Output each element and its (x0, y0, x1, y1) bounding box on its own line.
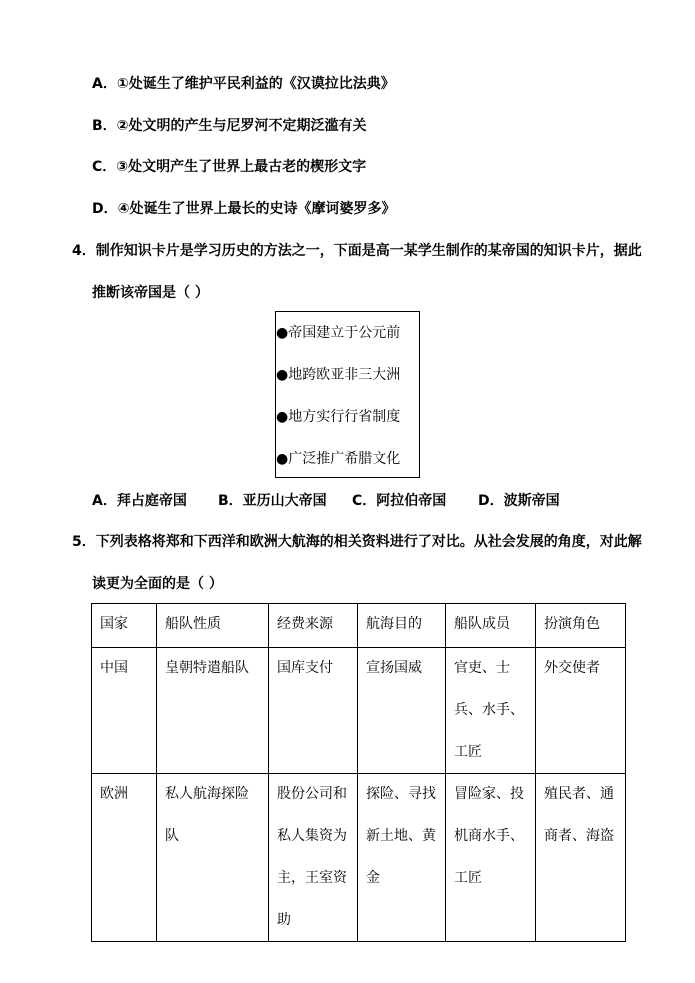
q3-option-d-text: ④处诞生了世界上最长的史诗《摩诃婆罗多》 (117, 201, 396, 217)
q4-option-a (92, 491, 218, 511)
q3-option-b (92, 116, 367, 136)
cell-text: 冒险家、投机商水手、工匠 (454, 786, 524, 886)
q5-number: 5． (72, 534, 96, 550)
q4-option-d (478, 491, 560, 511)
q4-options (92, 491, 560, 511)
cell-text: 探险、寻找新土地、黄金 (366, 786, 436, 886)
header-funding: 经费来源 (277, 616, 333, 632)
table-cell (92, 648, 157, 774)
cell-text: 国库支付 (277, 660, 333, 676)
cell-text: 殖民者、通商者、海盗 (544, 786, 614, 844)
q3-option-a-label: A． (92, 76, 117, 92)
q4-option-a-text: 拜占庭帝国 (116, 493, 187, 509)
table-header-cell (92, 604, 157, 648)
cell-text: 私人航海探险队 (165, 786, 249, 844)
header-purpose: 航海目的 (366, 616, 422, 632)
q4-stem-text1: 制作知识卡片是学习历史的方法之一，下面是高一某学生制作的某帝国的知识卡片，据此 (95, 243, 642, 259)
card-item: ●地方实行行省制度 (276, 409, 401, 425)
cell-text: 官吏、士兵、水手、工匠 (454, 660, 524, 760)
q3-option-c-text: ③处文明产生了世界上最古老的楔形文字 (116, 159, 367, 175)
table-cell (536, 648, 626, 774)
q4-option-a-label: A． (92, 493, 117, 509)
card-item: ●广泛推广希腊文化 (276, 451, 401, 467)
q3-option-d-label: D． (92, 201, 118, 217)
q4-stem-line1 (72, 241, 642, 261)
table-cell (358, 774, 446, 942)
card-item: ●帝国建立于公元前 (276, 325, 401, 341)
table-header-cell (536, 604, 626, 648)
table-header-cell (269, 604, 358, 648)
q3-option-c (92, 157, 366, 177)
header-role: 扮演角色 (544, 616, 600, 632)
cell-text: 外交使者 (544, 660, 600, 676)
q4-option-b-label: B． (218, 493, 243, 509)
q5-stem-line2: 读更为全面的是（ ） (92, 576, 223, 592)
q3-option-b-label: B． (92, 118, 117, 134)
cell-text: 中国 (100, 660, 128, 676)
knowledge-card (275, 311, 420, 478)
q4-option-d-text: 波斯帝国 (503, 493, 560, 509)
q4-option-b-text: 亚历山大帝国 (242, 493, 327, 509)
cell-text: 皇朝特遣船队 (165, 660, 249, 676)
q4-stem-line2: 推断该帝国是（ ） (92, 285, 209, 301)
table-cell (157, 648, 269, 774)
table-row (92, 774, 626, 942)
table-cell (269, 774, 358, 942)
table-row (92, 648, 626, 774)
table-cell (536, 774, 626, 942)
table-header-cell (446, 604, 536, 648)
q4-option-d-label: D． (478, 493, 504, 509)
q4-option-c-label: C． (352, 493, 377, 509)
q3-option-a-text: ①处诞生了维护平民利益的《汉谟拉比法典》 (116, 76, 395, 92)
header-country: 国家 (100, 616, 128, 632)
table-cell (92, 774, 157, 942)
q5-stem-line1 (72, 532, 642, 552)
q4-option-c (352, 491, 478, 511)
table-cell (269, 648, 358, 774)
table-header-cell (157, 604, 269, 648)
table-cell (446, 648, 536, 774)
table-header-row (92, 604, 626, 648)
table-header-cell (358, 604, 446, 648)
q5-stem-text1: 下列表格将郑和下西洋和欧洲大航海的相关资料进行了对比。从社会发展的角度，对此解 (95, 534, 642, 550)
card-item: ●地跨欧亚非三大洲 (276, 367, 401, 383)
table-cell (358, 648, 446, 774)
cell-text: 宣扬国威 (366, 660, 422, 676)
cell-text: 欧洲 (100, 786, 128, 802)
header-members: 船队成员 (454, 616, 510, 632)
q4-option-b (218, 491, 352, 511)
cell-text: 股份公司和私人集资为主，王室资助 (277, 786, 347, 928)
comparison-table (91, 603, 626, 942)
table-cell (157, 774, 269, 942)
q3-option-d (92, 199, 395, 219)
table-cell (446, 774, 536, 942)
q3-option-b-text: ②处文明的产生与尼罗河不定期泛滥有关 (116, 118, 367, 134)
q4-number: 4． (72, 243, 96, 259)
q4-option-c-text: 阿拉伯帝国 (376, 493, 447, 509)
q3-option-c-label: C． (92, 159, 117, 175)
header-fleet-nature: 船队性质 (165, 616, 221, 632)
q3-option-a (92, 74, 395, 94)
